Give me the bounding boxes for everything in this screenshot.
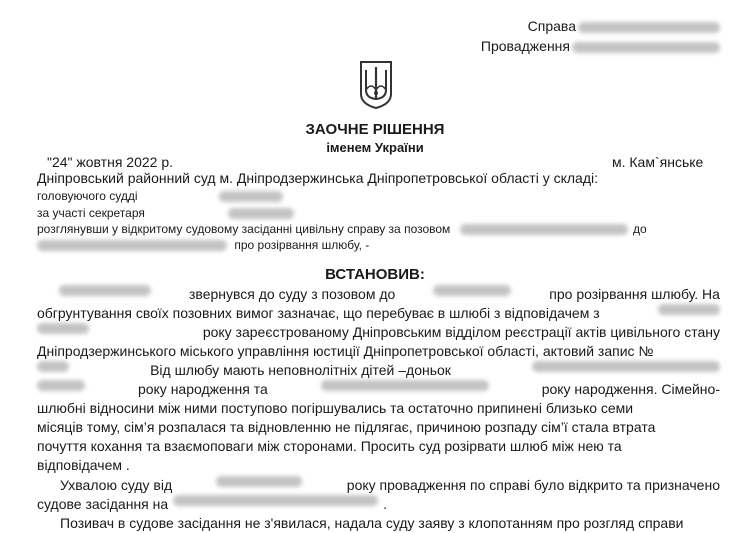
body-line-10 — [37, 456, 720, 475]
body-line-2 — [37, 304, 720, 323]
judge-label: головуючого судді — [37, 189, 138, 203]
redacted-case-number — [578, 22, 720, 33]
body-line-5 — [37, 361, 720, 380]
redacted-hearing-date — [173, 495, 378, 506]
secretary-label: за участі секретаря — [37, 206, 145, 220]
body-text: Від шлюбу мають неповнолітніх дітей –доньок — [150, 362, 451, 378]
redacted-record-number — [37, 361, 69, 372]
redacted-judge-name — [219, 191, 283, 202]
body-line-9 — [37, 437, 720, 456]
redacted-secretary-name — [228, 208, 294, 219]
considering-text-1: розглянувши у відкритому судовому засіданні цивільну справу за позовом — [37, 222, 451, 236]
court-composition: Дніпровський районний суд м. Дніпродзержинська Дніпропетровської області у складі: — [37, 170, 598, 186]
proceeding-number-row — [481, 38, 720, 54]
considering-text-1-end: до — [633, 222, 647, 236]
redacted-year — [37, 323, 89, 334]
case-number-row — [528, 18, 720, 34]
body-text: Позивач в судове засідання не з'явилася, надала суду заяву з клопотанням про розгляд справи — [60, 515, 684, 531]
body-text: Ухвалою суду від — [60, 477, 173, 493]
redacted-date — [216, 476, 302, 487]
redacted-defendant-name — [37, 240, 227, 251]
body-text: судове засідання на — [37, 496, 169, 512]
redacted-birth-year — [37, 380, 85, 391]
body-text: року народження. Сімейно- — [541, 381, 720, 397]
body-text: року провадження по справі було відкрито та призначено — [346, 477, 720, 493]
body-text: звернувся до суду з позовом до — [189, 286, 396, 302]
considering-row-2 — [37, 238, 369, 252]
decision-date: "24" жовтня 2022 р. — [47, 154, 174, 170]
body-line-13 — [60, 514, 720, 533]
body-line-4 — [37, 342, 720, 361]
body-text: . — [383, 496, 388, 512]
judge-row — [37, 189, 283, 203]
proceeding-label: Провадження — [480, 38, 570, 54]
document-subtitle: іменем України — [326, 140, 424, 155]
redacted-children-names — [532, 361, 720, 372]
redacted-proceeding-number — [572, 42, 720, 53]
body-line-6 — [37, 380, 720, 399]
body-line-3 — [37, 323, 720, 342]
secretary-row — [37, 206, 294, 220]
document-title: ЗАОЧНЕ РІШЕННЯ — [305, 121, 445, 138]
redacted-name — [59, 285, 151, 296]
body-line-7 — [37, 399, 720, 418]
body-text: відповідачем . — [37, 457, 130, 473]
body-text: року зареєстрованому Дніпровським відділом реєстрації актів цивільного стану — [202, 324, 720, 340]
body-text: Дніпродзержинського міського управління юстиції Дніпропетровської області, актовий запис № — [37, 343, 654, 359]
body-text: року народження та — [137, 381, 268, 397]
considering-row-1 — [37, 222, 647, 236]
body-line-11 — [60, 476, 720, 495]
body-line-1 — [37, 285, 720, 304]
body-text: шлюбні відносини між ними поступово погіршувались та остаточно припинені близько семи — [37, 400, 634, 416]
body-text: обгрунтування своїх позовних вимог зазначає, що перебуває в шлюбі з відповідачем з — [37, 305, 600, 321]
redacted-plaintiff-name — [460, 224, 628, 235]
section-title: ВСТАНОВИВ: — [325, 266, 425, 283]
body-text: про розірвання шлюбу. На — [549, 286, 720, 302]
body-text: почуття кохання та взаємоповаги між сторонами. Просить суд розірвати шлюб між нею та — [37, 438, 622, 454]
case-label: Справа — [527, 18, 576, 34]
trident-emblem-icon — [359, 60, 393, 110]
redacted-child-name — [321, 380, 489, 391]
decision-city: м. Кам`янське — [612, 154, 704, 170]
redacted-name — [433, 285, 511, 296]
body-line-8 — [37, 418, 720, 437]
body-text: місяців тому, сім’я розпалася та відновленню не підлягає, причиною розпаду сім’ї стала втрата — [37, 419, 656, 435]
body-line-12 — [37, 495, 720, 514]
redacted-date — [658, 304, 720, 315]
considering-text-2: про розірвання шлюбу, - — [234, 238, 370, 252]
